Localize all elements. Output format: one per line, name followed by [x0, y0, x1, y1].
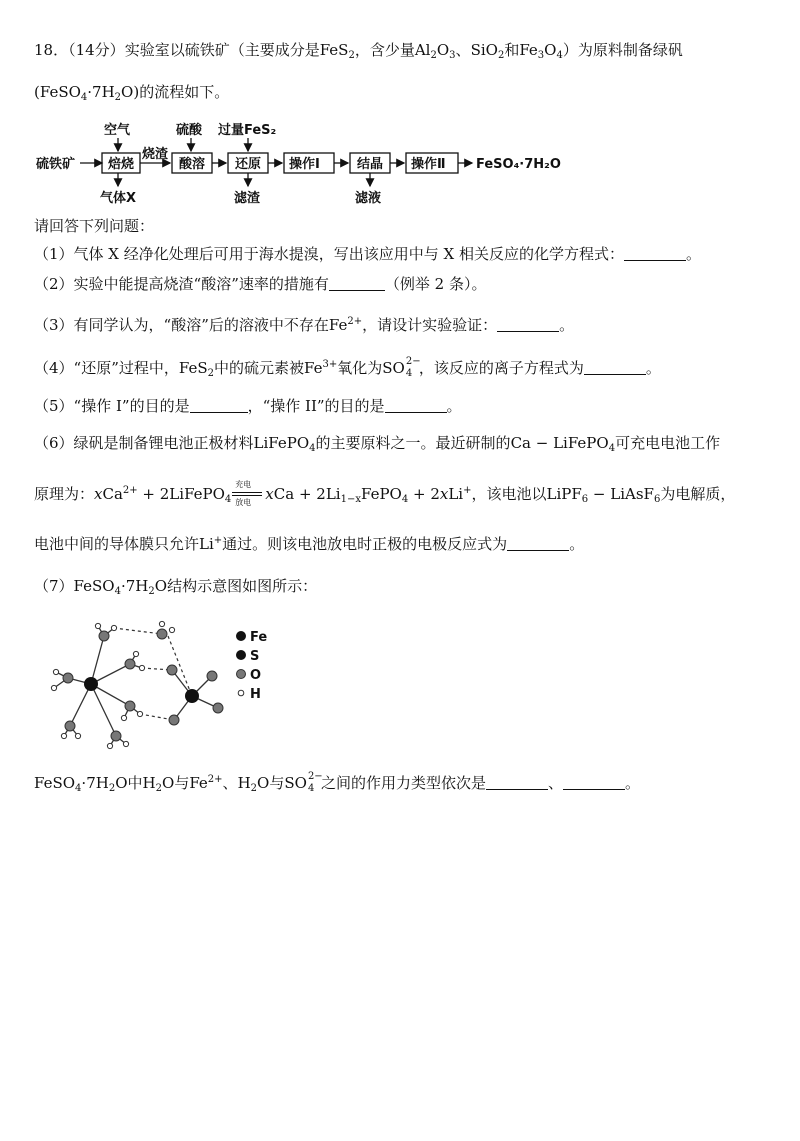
answer-blank-5a[interactable] — [190, 399, 248, 413]
flow-product: FeSO₄·7H₂O — [476, 157, 561, 172]
flow-crystal: 结晶 — [357, 157, 384, 172]
question-6-line1: （6）绿矾是制备锂电池正极材料LiFePO$_4$的主要原料之一。最近研制的Ca − LiFePO$_4$可充电电池工作 — [34, 434, 721, 454]
answer-blank-5b[interactable] — [385, 399, 447, 413]
flow-gas-x: 气体X — [100, 191, 137, 206]
prompt: 请回答下列问题： — [34, 217, 155, 235]
question-score: （14分） — [68, 41, 125, 59]
answer-blank-7b[interactable] — [563, 776, 625, 790]
answer-blank-3[interactable] — [497, 318, 559, 332]
legend-fe-icon — [236, 631, 246, 641]
flow-air: 空气 — [104, 123, 131, 138]
flow-filtrate: 滤液 — [355, 191, 382, 206]
flow-excess-fes2: 过量FeS₂ — [218, 123, 277, 138]
flow-acid: 硫酸 — [176, 123, 203, 138]
legend-fe: Fe — [250, 630, 268, 645]
question-7-final: $FeSO_4\cdot 7H_2O$中$H_2O$与$Fe^{2+}$、$H_2O$与SO 2− 4 之间的作用力类型依次是 、 。 — [34, 771, 640, 794]
answer-blank-2[interactable] — [329, 277, 385, 291]
fe-atom — [84, 677, 98, 691]
question-6-line3: 电池中间的导体膜只允许Li+通过。则该电池放电时正极的电极反应式为 。 — [34, 535, 585, 553]
answer-blank-1[interactable] — [624, 247, 686, 261]
question-intro-line2: $(FeSO_4\cdot 7H_2O)$的流程如下。 — [34, 83, 230, 103]
question-4: （4）“还原”过程中，FeS$_2$中的硫元素被$Fe^{3+}$氧化为SO 2− 4 ，该反应的离子方程式为 。 — [34, 356, 661, 379]
reversible-arrow: 充电 放电 — [231, 483, 265, 505]
process-flow-diagram — [30, 118, 590, 210]
question-1: （1）气体 X 经净化处理后可用于海水提溴，写出该应用中与 X 相关反应的化学方程式： 。 — [34, 245, 701, 263]
flow-op1: 操作Ⅰ — [289, 157, 320, 172]
flow-residue: 滤渣 — [234, 191, 261, 206]
question-6-line2: 原理为：xCa$^{2+}$ + 2LiFePO$_4$ 充电 放电 xCa + $2Li_{1-x}FePO_4 + 2xLi^+$，该电池以LiPF$_6$ − LiAsF$_6$为电解质， — [34, 480, 736, 507]
s-atom — [185, 689, 199, 703]
flow-slag: 烧渣 — [142, 147, 169, 162]
legend-h: H — [250, 687, 261, 702]
flow-op2: 操作Ⅱ — [411, 157, 446, 172]
legend-s: S — [250, 649, 260, 664]
answer-blank-4[interactable] — [584, 361, 646, 375]
question-header: 18．（14分）实验室以硫铁矿（主要成分是FeS$_2$，含少量$Al_2O_3$、SiO$_2$和$Fe_3O_4$）为原料制备绿矾 — [34, 41, 683, 61]
flow-reduce: 还原 — [235, 157, 262, 172]
answer-blank-6[interactable] — [507, 537, 569, 551]
answer-blank-7a[interactable] — [486, 776, 548, 790]
flow-acid-dissolve: 酸溶 — [179, 157, 206, 172]
legend-h-icon — [238, 690, 244, 696]
question-3: （3）有同学认为，“酸溶”后的溶液中不存在$Fe^{2+}$，请设计实验验证： 。 — [34, 316, 575, 334]
structure-diagram — [34, 616, 294, 756]
legend-o: O — [250, 668, 262, 683]
flow-roast: 焙烧 — [108, 157, 135, 172]
legend-s-icon — [236, 650, 246, 660]
question-5: （5）“操作 I”的目的是 ，“操作 II”的目的是 。 — [34, 397, 462, 415]
legend-o-icon — [237, 670, 246, 679]
question-7: $(7)FeSO_4\cdot 7H_2O$结构示意图如图所示： — [34, 577, 318, 597]
flow-ore: 硫铁矿 — [36, 157, 76, 172]
question-2: （2）实验中能提高烧渣“酸溶”速率的措施有 （例举 2 条）。 — [34, 275, 487, 293]
question-number: 18． — [34, 41, 69, 59]
